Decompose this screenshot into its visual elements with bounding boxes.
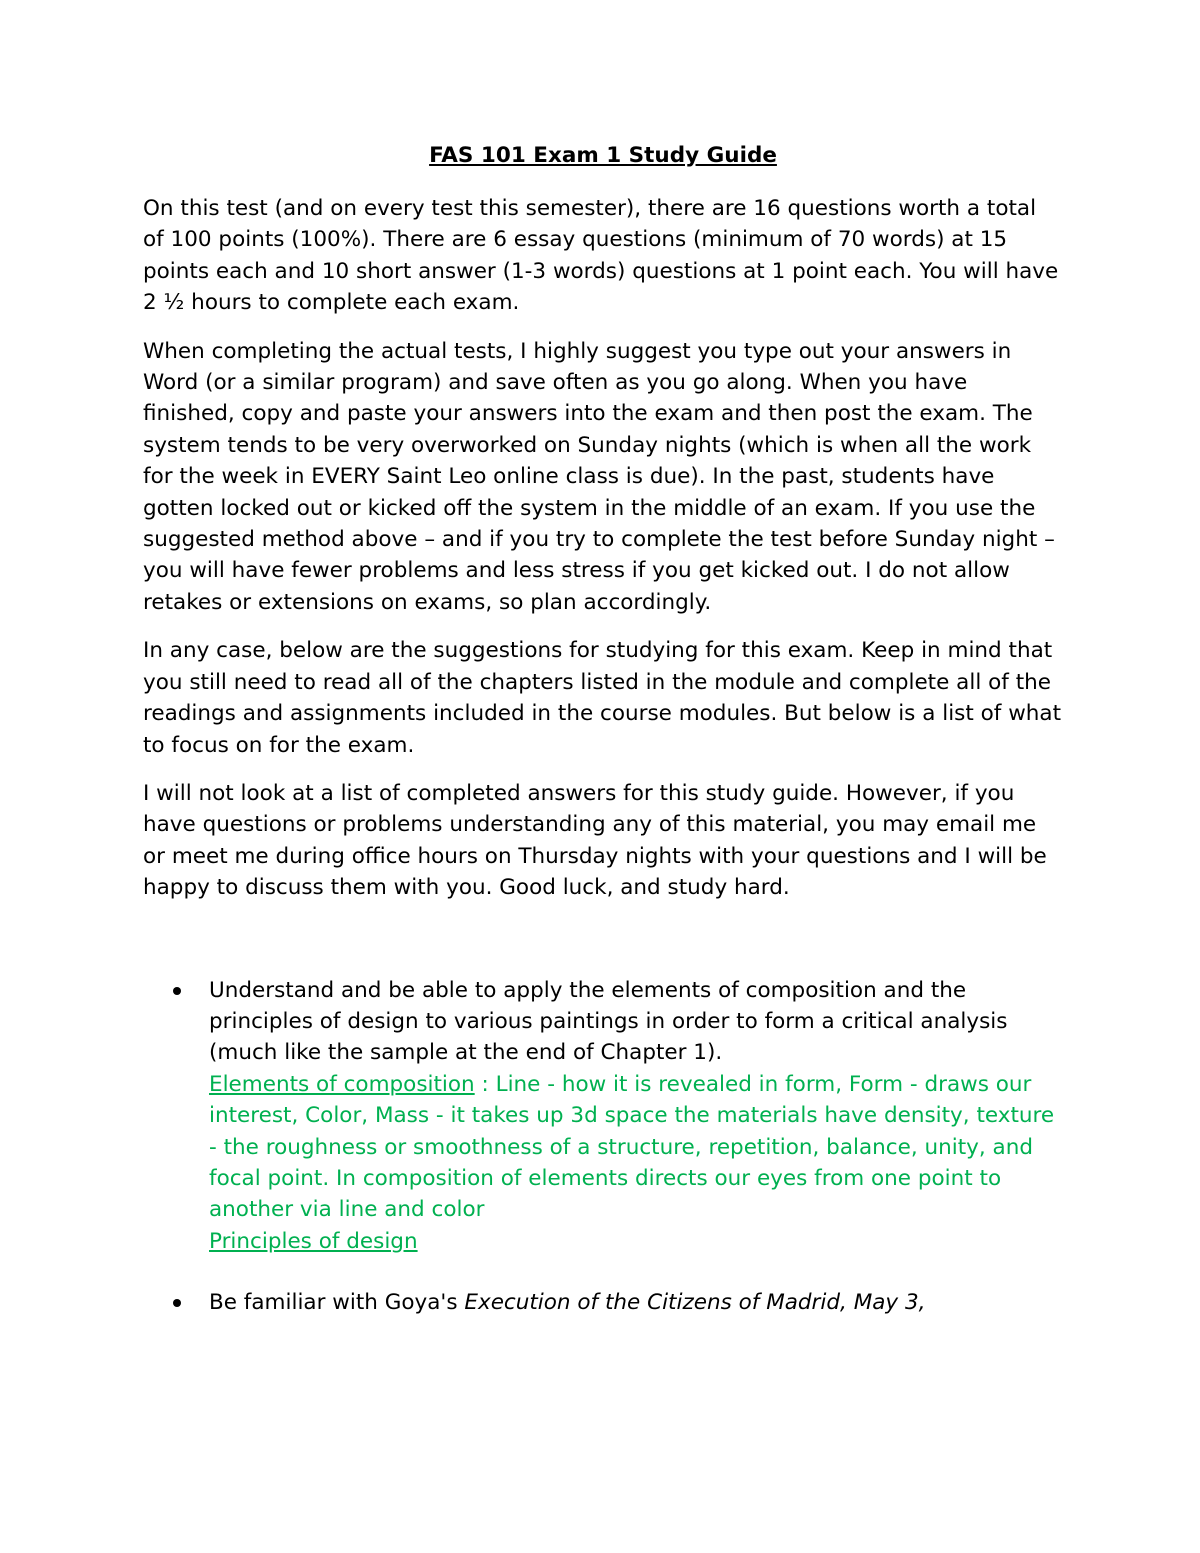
bullet-icon — [173, 987, 181, 995]
elements-note-text: : Line - how it is revealed in form, Form - draws our interest, Color, Mass - it takes up 3d space the materials have density, texture - the roughness or smoothness of a structure, repetition, balance, unity, and focal point. In composition of elements directs our eyes from one point to another via line and color — [209, 1071, 1055, 1223]
paragraph-office-hours: I will not look at a list of completed answers for this study guide. However, if you have questions or problems understanding any of this material, you may email me or meet me during office hours on Thursday nights with your questions and I will be happy to discuss them with you. Good luck, and study hard. — [143, 780, 1047, 901]
study-topics-list — [143, 975, 1063, 1319]
artwork-title: Execution of the Citizens of Madrid, May 3, — [464, 1290, 926, 1316]
elements-of-composition-link[interactable]: Elements of composition — [209, 1071, 475, 1097]
paragraph-test-format: On this test (and on every test this semester), there are 16 questions worth a total of 100 points (100%). There are 6 essay questions (minimum of 70 words) at 15 points each and 10 short answer (1-3 words) questions at 1 point each. You will have 2 ½ hours to complete each exam. — [143, 196, 1059, 316]
list-item — [143, 975, 1063, 1258]
bullet-text: Understand and be able to apply the elements of composition and the principles of design to various paintings in order to form a critical analysis (much like the sample at the end of Chapter 1). — [209, 977, 1008, 1066]
paragraph-study-suggestions: In any case, below are the suggestions for studying for this exam. Keep in mind that you still need to read all of the chapters listed in the module and complete all of the readings and assignments included in the course modules. But below is a list of what to focus on for the exam. — [143, 638, 1062, 758]
paragraph-test-advice: When completing the actual tests, I highly suggest you type out your answers in Word (or a similar program) and save often as you go along. When you have finished, copy and paste your answers into the exam and then post the exam. The system tends to be very overworked on Sunday nights (which is when all the work for the week in EVERY Saint Leo online class is due). In the past, students have gotten locked out or kicked off the system in the middle of an exam. If you use the suggested method above – and if you try to complete the test before Sunday night – you will have fewer problems and less stress if you get kicked out. I do not allow retakes or extensions on exams, so plan accordingly. — [143, 338, 1055, 615]
list-item — [143, 1287, 1063, 1318]
principles-of-design-link[interactable]: Principles of design — [209, 1228, 418, 1254]
document-page — [143, 140, 1063, 1339]
blank-line — [143, 921, 1063, 975]
bullet-text: Be familiar with Goya's — [209, 1290, 465, 1316]
document-title: FAS 101 Exam 1 Study Guide — [429, 143, 777, 168]
bullet-icon — [173, 1299, 181, 1307]
